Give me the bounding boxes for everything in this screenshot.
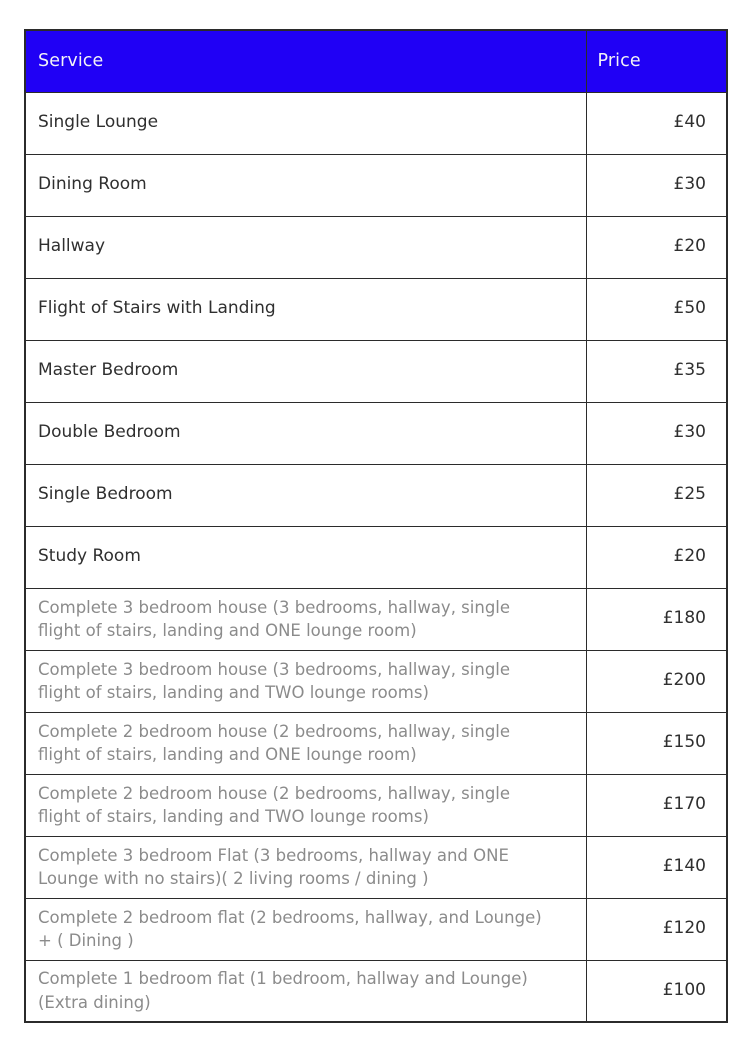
cell-service bbox=[25, 464, 586, 526]
cell-service bbox=[25, 588, 586, 650]
cell-price: £30 bbox=[586, 154, 727, 216]
cell-price: £140 bbox=[586, 836, 727, 898]
service-text-line: + ( Dining ) bbox=[38, 931, 134, 950]
cell-service bbox=[25, 92, 586, 154]
table-row[interactable] bbox=[25, 712, 727, 774]
service-text-line: Single Lounge bbox=[38, 112, 159, 133]
cell-service bbox=[25, 650, 586, 712]
cell-service bbox=[25, 340, 586, 402]
service-text-line: Double Bedroom bbox=[38, 422, 181, 443]
service-text-line: Complete 2 bedroom house (2 bedrooms, hallway, single bbox=[38, 783, 511, 803]
table-row[interactable] bbox=[25, 960, 727, 1022]
cell-price: £50 bbox=[586, 278, 727, 340]
service-text-line: flight of stairs, landing and ONE lounge room) bbox=[38, 745, 417, 764]
cell-service bbox=[25, 402, 586, 464]
cell-service bbox=[25, 836, 586, 898]
cell-price: £120 bbox=[586, 898, 727, 960]
service-text-line: Hallway bbox=[38, 236, 106, 257]
cell-service bbox=[25, 712, 586, 774]
cell-service bbox=[25, 898, 586, 960]
cell-service bbox=[25, 278, 586, 340]
table-row[interactable] bbox=[25, 340, 727, 402]
cell-service bbox=[25, 154, 586, 216]
service-text-line: Complete 3 bedroom house (3 bedrooms, hallway, single bbox=[38, 659, 511, 679]
table-row[interactable] bbox=[25, 588, 727, 650]
service-text-line: Complete 3 bedroom Flat (3 bedrooms, hallway and ONE bbox=[38, 845, 509, 865]
cell-service bbox=[25, 216, 586, 278]
table-header bbox=[25, 30, 727, 92]
service-text-line: Flight of Stairs with Landing bbox=[38, 298, 276, 319]
table-row[interactable] bbox=[25, 278, 727, 340]
cell-service bbox=[25, 526, 586, 588]
service-text-line: flight of stairs, landing and ONE lounge room) bbox=[38, 621, 417, 640]
column-header-price[interactable]: Price bbox=[586, 30, 727, 92]
service-text-line: Complete 2 bedroom house (2 bedrooms, hallway, single bbox=[38, 721, 511, 741]
table-row[interactable] bbox=[25, 774, 727, 836]
price-table-container bbox=[24, 29, 726, 1023]
cell-price: £40 bbox=[586, 92, 727, 154]
service-text-line: flight of stairs, landing and TWO lounge rooms) bbox=[38, 683, 429, 702]
table-row[interactable] bbox=[25, 216, 727, 278]
service-text-line: Complete 3 bedroom house (3 bedrooms, hallway, single bbox=[38, 597, 511, 617]
table-header-row bbox=[25, 30, 727, 92]
cell-price: £150 bbox=[586, 712, 727, 774]
table-row[interactable] bbox=[25, 526, 727, 588]
service-text-line: flight of stairs, landing and TWO lounge rooms) bbox=[38, 807, 429, 826]
table-row[interactable] bbox=[25, 154, 727, 216]
service-text-line: (Extra dining) bbox=[38, 992, 151, 1012]
cell-price: £20 bbox=[586, 216, 727, 278]
cell-price: £200 bbox=[586, 650, 727, 712]
service-text-line: Study Room bbox=[38, 546, 141, 567]
service-text-line: Master Bedroom bbox=[38, 360, 179, 381]
cell-service bbox=[25, 960, 586, 1022]
cell-price: £20 bbox=[586, 526, 727, 588]
cell-price: £25 bbox=[586, 464, 727, 526]
cell-price: £30 bbox=[586, 402, 727, 464]
service-price-table bbox=[24, 29, 728, 1023]
service-text-line: Single Bedroom bbox=[38, 484, 173, 505]
cell-price: £100 bbox=[586, 960, 727, 1022]
cell-price: £170 bbox=[586, 774, 727, 836]
table-row[interactable] bbox=[25, 402, 727, 464]
cell-price: £35 bbox=[586, 340, 727, 402]
service-text-line: Lounge with no stairs)( 2 living rooms / dining ) bbox=[38, 869, 429, 888]
service-text-line: Complete 1 bedroom flat (1 bedroom, hallway and Lounge) bbox=[38, 969, 528, 989]
table-row[interactable] bbox=[25, 898, 727, 960]
table-row[interactable] bbox=[25, 92, 727, 154]
service-text-line: Complete 2 bedroom flat (2 bedrooms, hallway, and Lounge) bbox=[38, 907, 542, 927]
table-row[interactable] bbox=[25, 464, 727, 526]
service-text-line: Dining Room bbox=[38, 174, 147, 195]
cell-price: £180 bbox=[586, 588, 727, 650]
table-row[interactable] bbox=[25, 836, 727, 898]
column-header-service[interactable]: Service bbox=[25, 30, 586, 92]
cell-service bbox=[25, 774, 586, 836]
table-body bbox=[25, 92, 727, 1022]
table-row[interactable] bbox=[25, 650, 727, 712]
